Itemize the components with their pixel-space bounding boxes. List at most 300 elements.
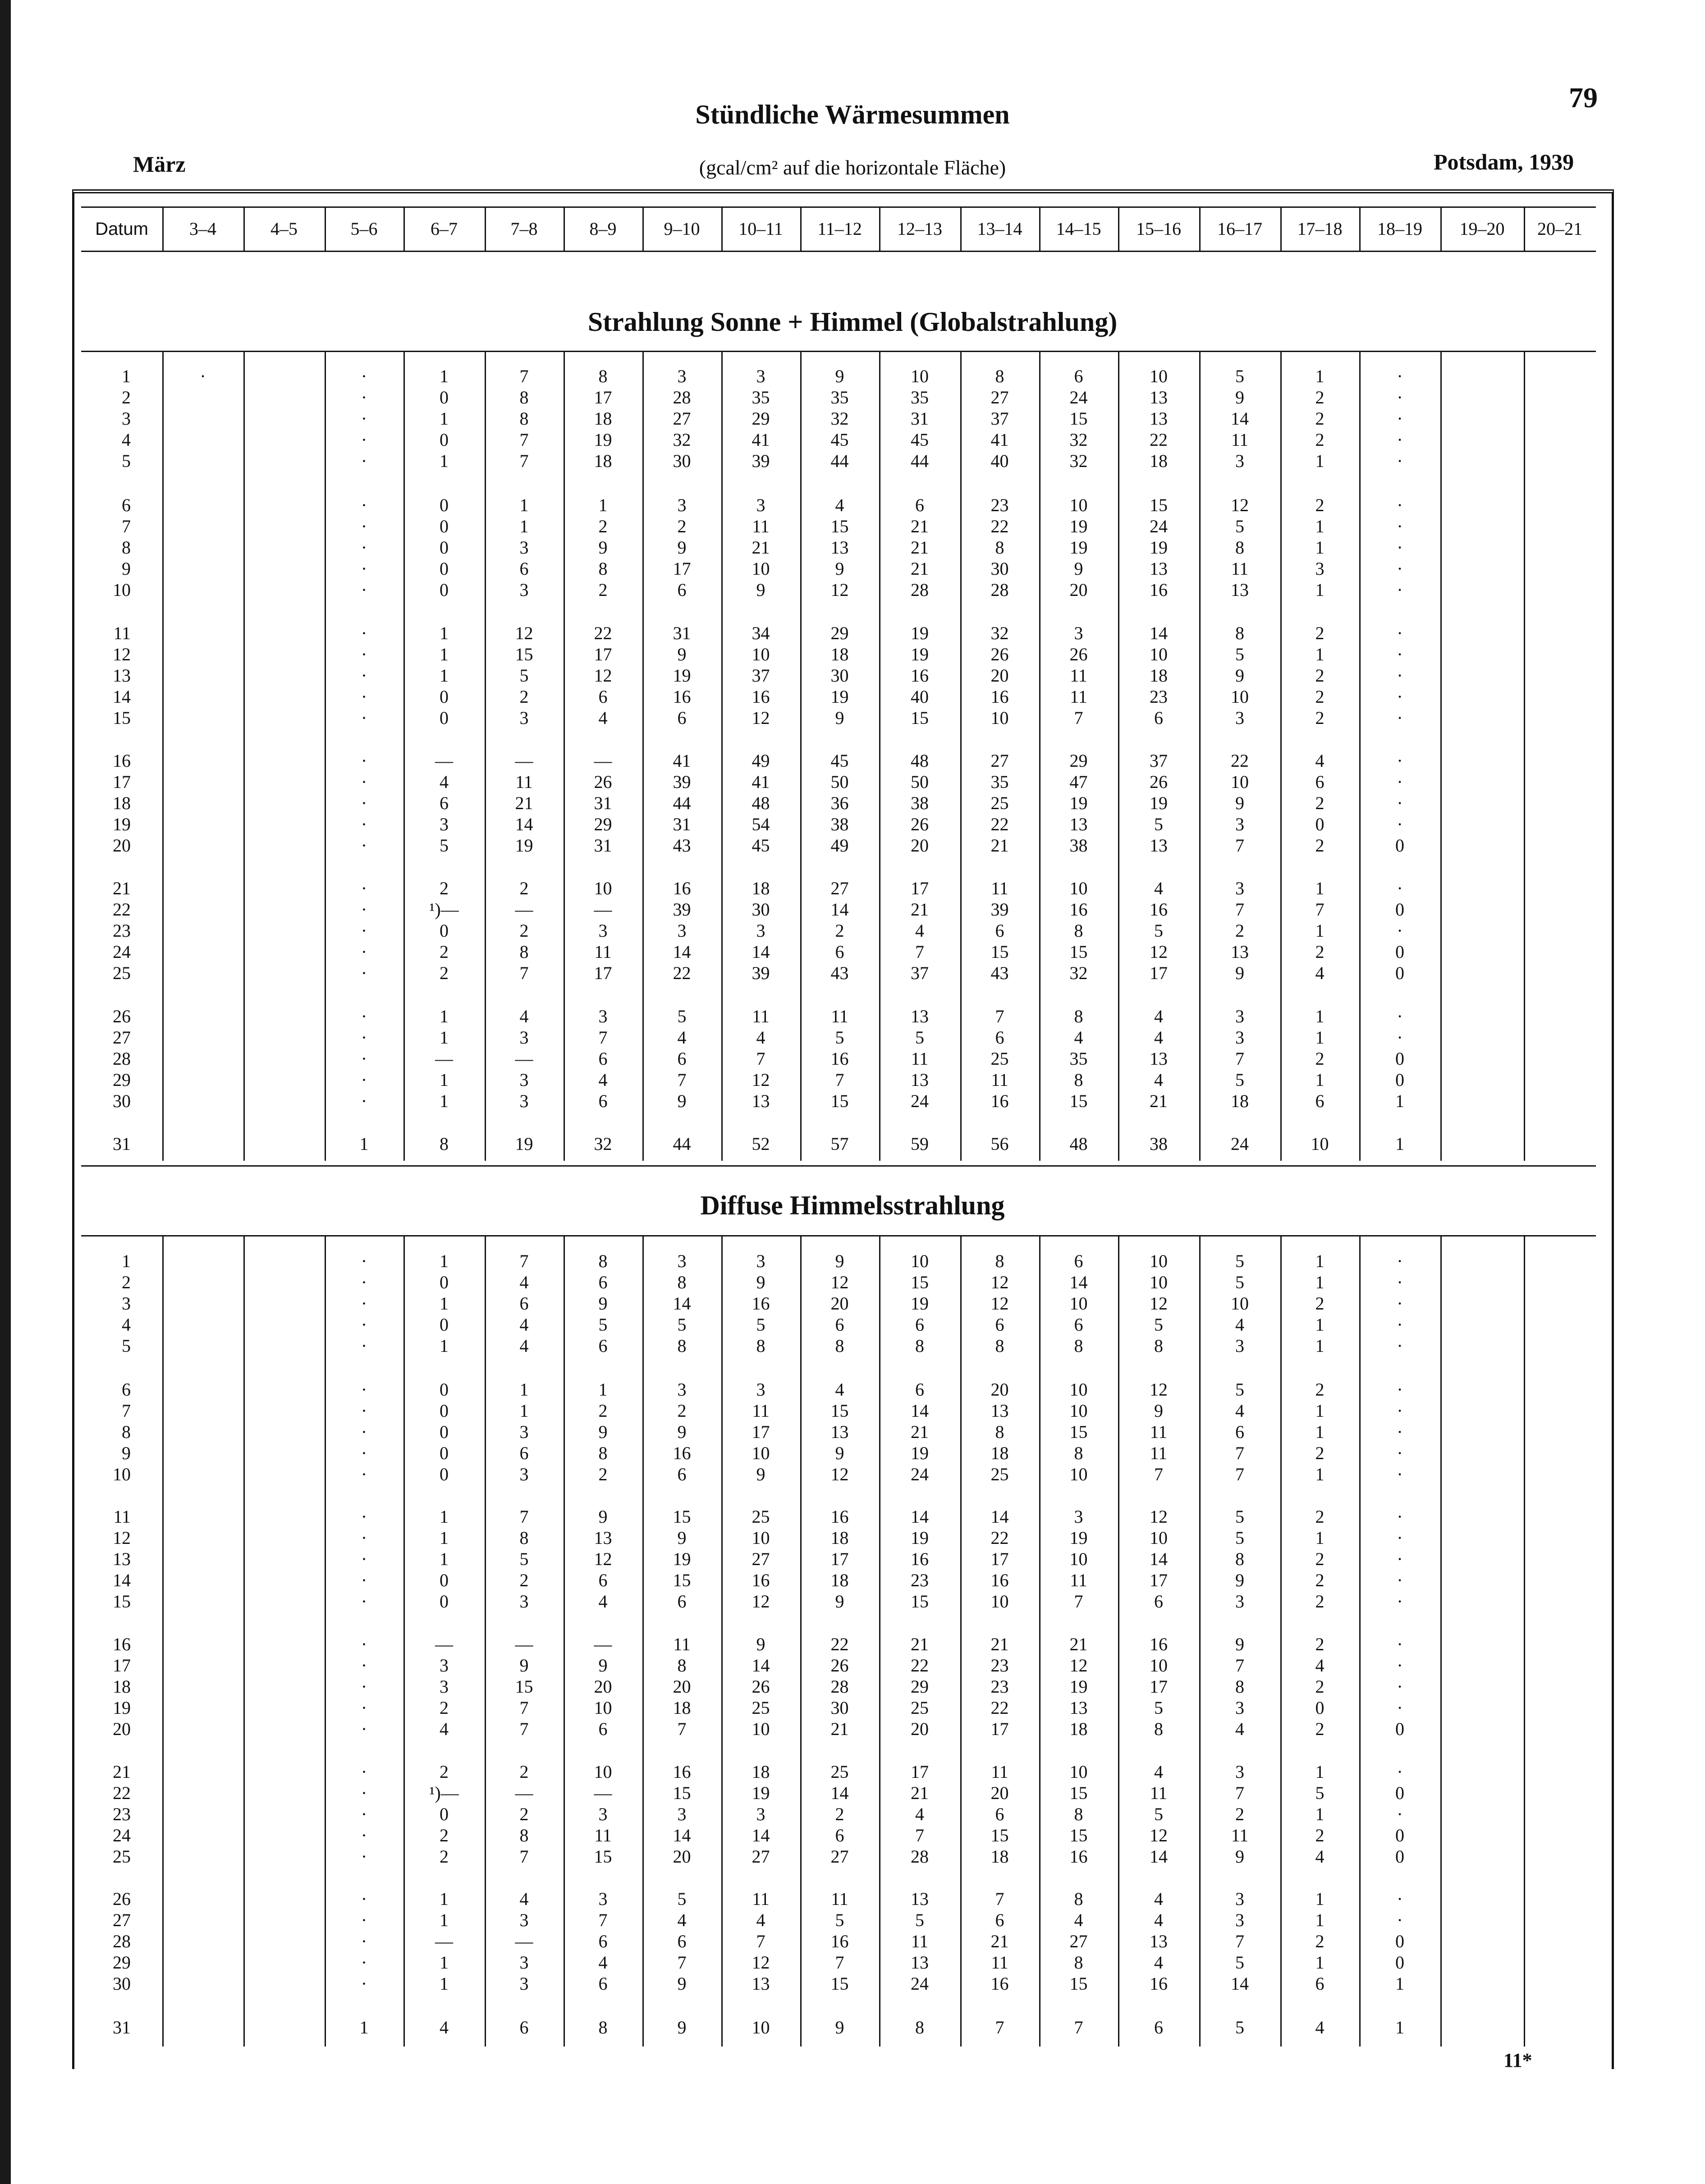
table-cell: 16 [1150, 899, 1168, 920]
table-cell: 15 [1069, 1973, 1088, 1994]
table-cell: 28 [830, 1676, 849, 1697]
table-cell: 8 [519, 1825, 529, 1845]
row-date: 28 [113, 1931, 131, 1951]
table-cell: 7 [519, 366, 529, 386]
table-cell: 27 [830, 1846, 849, 1867]
table-cell: 4 [440, 2017, 449, 2037]
table-cell: · [1397, 1676, 1403, 1697]
table-cell: 8 [1074, 920, 1083, 941]
table-cell: 1 [440, 644, 449, 664]
table-cell: · [361, 408, 367, 429]
table-cell: 21 [990, 1634, 1009, 1654]
table-cell: 9 [677, 1091, 687, 1111]
table-cell: · [1397, 1634, 1403, 1654]
table-cell: 1 [1315, 1336, 1325, 1356]
table-cell: 5 [1235, 1272, 1244, 1292]
table-cell: 4 [1074, 1910, 1083, 1930]
table-cell: · [361, 1006, 367, 1026]
table-cell: 35 [830, 387, 849, 407]
table-cell: 1 [1315, 366, 1325, 386]
table-cell: 11 [831, 1006, 848, 1026]
table-cell: · [361, 665, 367, 686]
table-cell: 4 [440, 1719, 449, 1739]
table-cell: · [361, 1825, 367, 1845]
table-cell: 3 [756, 920, 765, 941]
row-date: 17 [113, 1655, 131, 1676]
table-cell: 1 [1395, 1091, 1404, 1111]
table-cell: 10 [594, 1698, 612, 1718]
table-cell: 10 [1069, 1464, 1088, 1484]
table-cell: 19 [911, 1528, 929, 1548]
table-cell: · [1397, 687, 1403, 707]
table-cell: 39 [673, 772, 691, 792]
column-rule [1359, 351, 1361, 1161]
table-cell: 1 [440, 1027, 449, 1048]
table-cell: 16 [1069, 899, 1088, 920]
table-cell: 0 [440, 687, 449, 707]
table-cell: 6 [1315, 1973, 1325, 1994]
table-cell: 37 [990, 408, 1009, 429]
table-cell: 16 [752, 1570, 770, 1590]
table-cell: 9 [519, 1655, 529, 1676]
table-cell: 25 [990, 1464, 1009, 1484]
table-cell: 9 [756, 1634, 765, 1654]
row-date: 19 [113, 1698, 131, 1718]
table-cell: 1 [440, 1006, 449, 1026]
page-title: Stündliche Wärmesummen [695, 100, 1010, 129]
table-cell: 1 [1315, 1251, 1325, 1271]
table-cell: 22 [830, 1634, 849, 1654]
table-cell: 18 [830, 1570, 849, 1590]
row-date: 7 [122, 516, 131, 536]
table-cell: 0 [1395, 1719, 1404, 1739]
table-cell: · [1397, 814, 1403, 834]
table-cell: 1 [519, 1401, 529, 1421]
table-cell: 7 [1235, 899, 1244, 920]
table-cell: 6 [995, 1027, 1004, 1048]
table-cell: 17 [911, 1762, 929, 1782]
table-cell: 3 [519, 1464, 529, 1484]
table-cell: · [361, 1591, 367, 1612]
table-cell: 21 [515, 793, 533, 813]
table-cell: 11 [831, 1889, 848, 1909]
column-rule [1524, 351, 1525, 1161]
table-cell: 0 [440, 1804, 449, 1824]
table-cell: 9 [1235, 665, 1244, 686]
table-cell: 2 [1315, 1549, 1325, 1569]
table-cell: 16 [1150, 1634, 1168, 1654]
table-cell: — [515, 1634, 533, 1654]
table-cell: · [361, 1676, 367, 1697]
table-cell: 5 [756, 1314, 765, 1335]
table-cell: 15 [673, 1783, 691, 1803]
table-cell: · [1397, 537, 1403, 558]
table-cell: 2 [1235, 1804, 1244, 1824]
table-cell: 10 [594, 1762, 612, 1782]
table-cell: 5 [1235, 2017, 1244, 2037]
row-date: 10 [113, 1464, 131, 1484]
table-cell: 15 [911, 1591, 929, 1612]
table-cell: 8 [677, 1272, 687, 1292]
table-cell: 11 [991, 1952, 1008, 1973]
table-cell: 4 [1315, 751, 1325, 771]
table-cell: 29 [830, 623, 849, 643]
table-cell: 13 [1069, 814, 1088, 834]
table-cell: · [361, 1889, 367, 1909]
table-cell: 3 [677, 366, 687, 386]
column-header-hour: 14–15 [1056, 219, 1101, 239]
table-cell: 3 [756, 1804, 765, 1824]
table-cell: 10 [752, 2017, 770, 2037]
table-cell: 41 [752, 430, 770, 450]
table-cell: 10 [1231, 687, 1249, 707]
table-cell: · [1397, 516, 1403, 536]
table-cell: 15 [830, 516, 849, 536]
header-column-rule [162, 206, 164, 252]
table-cell: 2 [1315, 793, 1325, 813]
table-cell: 2 [1315, 687, 1325, 707]
table-cell: 10 [1069, 878, 1088, 898]
table-cell: · [361, 1655, 367, 1676]
table-cell: 39 [990, 899, 1009, 920]
table-cell: 1 [440, 1910, 449, 1930]
row-date: 12 [113, 644, 131, 664]
table-cell: 0 [440, 1272, 449, 1292]
table-cell: 14 [1150, 623, 1168, 643]
table-cell: 11 [1231, 430, 1249, 450]
table-cell: 14 [1150, 1846, 1168, 1867]
column-header-hour: 17–18 [1297, 219, 1343, 239]
table-cell: 7 [1235, 1931, 1244, 1951]
column-header-hour: 3–4 [189, 219, 216, 239]
table-cell: 1 [1315, 451, 1325, 471]
table-cell: 8 [598, 559, 608, 579]
table-cell: 14 [830, 899, 849, 920]
table-cell: 2 [519, 920, 529, 941]
table-cell: 7 [519, 1719, 529, 1739]
table-cell: 11 [991, 1762, 1008, 1782]
row-date: 25 [113, 963, 131, 983]
row-date: 22 [113, 899, 131, 920]
table-cell: 5 [1235, 1952, 1244, 1973]
table-cell: · [361, 835, 367, 856]
table-cell: 2 [440, 878, 449, 898]
table-cell: 6 [915, 1379, 924, 1400]
table-cell: 6 [1074, 366, 1083, 386]
table-cell: 22 [990, 814, 1009, 834]
table-cell: 17 [1150, 1676, 1168, 1697]
table-cell: 38 [1069, 835, 1088, 856]
column-header-hour: 16–17 [1217, 219, 1262, 239]
table-cell: 14 [752, 942, 770, 962]
table-cell: 1 [1315, 1006, 1325, 1026]
column-header-hour: 15–16 [1136, 219, 1181, 239]
table-cell: 8 [598, 1251, 608, 1271]
table-cell: 11 [673, 1634, 691, 1654]
table-cell: 22 [911, 1655, 929, 1676]
table-cell: 11 [1231, 1825, 1249, 1845]
table-cell: · [361, 1804, 367, 1824]
row-date: 21 [113, 1762, 131, 1782]
table-cell: · [361, 1049, 367, 1069]
table-cell: 3 [519, 1422, 529, 1442]
table-cell: · [1397, 1272, 1403, 1292]
table-cell: 8 [1235, 1549, 1244, 1569]
table-cell: · [361, 920, 367, 941]
table-cell: 3 [519, 1027, 529, 1048]
table-cell: · [1397, 708, 1403, 728]
table-cell: 10 [1069, 1379, 1088, 1400]
table-cell: 1 [1315, 878, 1325, 898]
table-cell: 15 [830, 1401, 849, 1421]
table-cell: 8 [995, 366, 1004, 386]
table-cell: 10 [1311, 1134, 1329, 1154]
table-cell: 12 [1150, 1825, 1168, 1845]
table-cell: 54 [752, 814, 770, 834]
table-cell: 0 [440, 580, 449, 600]
table-cell: 2 [440, 1762, 449, 1782]
table-cell: 1 [1315, 580, 1325, 600]
row-date: 25 [113, 1846, 131, 1867]
column-header-hour: 4–5 [270, 219, 298, 239]
table-cell: 8 [519, 387, 529, 407]
row-date: 2 [122, 1272, 131, 1292]
table-cell: 18 [830, 644, 849, 664]
row-date: 16 [113, 751, 131, 771]
table-cell: 9 [598, 1655, 608, 1676]
table-cell: 18 [990, 1846, 1009, 1867]
table-cell: 2 [519, 1762, 529, 1782]
row-date: 28 [113, 1049, 131, 1069]
table-cell: 3 [1235, 451, 1244, 471]
table-cell: 2 [1315, 1591, 1325, 1612]
column-header-hour: 13–14 [977, 219, 1022, 239]
table-cell: 30 [752, 899, 770, 920]
table-cell: · [361, 1719, 367, 1739]
station-label: Potsdam, 1939 [1434, 149, 1574, 174]
table-cell: 12 [1231, 495, 1249, 515]
table-cell: 32 [990, 623, 1009, 643]
table-cell: 3 [1235, 1698, 1244, 1718]
table-cell: 7 [1154, 1464, 1163, 1484]
table-cell: 10 [1150, 1655, 1168, 1676]
table-cell: · [361, 1698, 367, 1718]
table-cell: 0 [1395, 1783, 1404, 1803]
table-cell: 14 [990, 1506, 1009, 1527]
table-cell: 1 [440, 623, 449, 643]
table-cell: 4 [835, 495, 844, 515]
column-rule [1199, 351, 1201, 1161]
table-cell: 19 [594, 430, 612, 450]
table-cell: 20 [830, 1293, 849, 1314]
table-cell: · [361, 1910, 367, 1930]
table-cell: 20 [1069, 580, 1088, 600]
table-cell: 10 [1150, 366, 1168, 386]
table-cell: 2 [1315, 835, 1325, 856]
table-cell: 1 [359, 2017, 369, 2037]
table-cell: 10 [752, 559, 770, 579]
header-column-rule [1524, 206, 1525, 252]
column-rule [1118, 351, 1119, 1161]
table-cell: 2 [519, 878, 529, 898]
table-cell: 9 [835, 1443, 844, 1463]
table-cell: 17 [673, 559, 691, 579]
table-cell: 9 [677, 2017, 687, 2037]
table-cell: 19 [1069, 1528, 1088, 1548]
table-cell: 9 [835, 559, 844, 579]
table-cell: 0 [1395, 963, 1404, 983]
table-cell: 7 [598, 1027, 608, 1048]
table-cell: 9 [1235, 387, 1244, 407]
table-cell: 7 [677, 1070, 687, 1090]
table-cell: 4 [598, 1070, 608, 1090]
table-cell: 9 [677, 1422, 687, 1442]
table-cell: 6 [519, 1293, 529, 1314]
month-label: März [133, 151, 186, 177]
table-cell: 8 [756, 1336, 765, 1356]
table-cell: · [361, 942, 367, 962]
table-cell: 8 [519, 1528, 529, 1548]
column-rule [1199, 1235, 1201, 2047]
table-cell: · [1397, 1251, 1403, 1271]
table-cell: 48 [752, 793, 770, 813]
table-cell: 31 [911, 408, 929, 429]
table-cell: 27 [1069, 1931, 1088, 1951]
table-cell: 35 [990, 772, 1009, 792]
table-cell: 6 [677, 708, 687, 728]
table-cell: · [361, 1091, 367, 1111]
table-cell: · [361, 1528, 367, 1548]
table-cell: 19 [515, 1134, 533, 1154]
header-column-rule [642, 206, 644, 252]
table-cell: 56 [990, 1134, 1009, 1154]
table-cell: 16 [830, 1506, 849, 1527]
row-date: 6 [122, 1379, 131, 1400]
table-cell: 6 [598, 1973, 608, 1994]
table-cell: 1 [440, 1070, 449, 1090]
table-cell: 11 [752, 1006, 770, 1026]
table-cell: · [361, 1314, 367, 1335]
table-cell: 7 [677, 1952, 687, 1973]
table-cell: — [594, 899, 612, 920]
table-cell: 8 [1074, 1336, 1083, 1356]
header-column-rule [485, 206, 486, 252]
table-cell: 17 [1150, 963, 1168, 983]
table-cell: 27 [673, 408, 691, 429]
table-cell: 0 [1315, 814, 1325, 834]
table-cell: 1 [598, 1379, 608, 1400]
table-cell: 23 [911, 1570, 929, 1590]
table-cell: 13 [1150, 559, 1168, 579]
row-date: 31 [113, 2017, 131, 2037]
table-cell: 6 [915, 1314, 924, 1335]
table-cell: 5 [835, 1910, 844, 1930]
table-cell: 1 [1315, 920, 1325, 941]
table-cell: 15 [1069, 1091, 1088, 1111]
table-cell: 17 [1150, 1570, 1168, 1590]
row-date: 10 [113, 580, 131, 600]
table-cell: 18 [752, 878, 770, 898]
table-cell: 6 [677, 580, 687, 600]
table-cell: 8 [677, 1336, 687, 1356]
table-cell: 5 [677, 1314, 687, 1335]
table-cell: 10 [594, 878, 612, 898]
table-cell: 15 [990, 942, 1009, 962]
table-cell: 27 [990, 387, 1009, 407]
table-cell: 28 [911, 1846, 929, 1867]
column-rule [403, 351, 405, 1161]
table-cell: 2 [1315, 430, 1325, 450]
table-cell: 1 [440, 1952, 449, 1973]
column-header-hour: 9–10 [664, 219, 700, 239]
table-cell: 2 [1315, 408, 1325, 429]
table-cell: 10 [752, 1719, 770, 1739]
table-cell: 1 [1315, 1272, 1325, 1292]
table-cell: 12 [1150, 942, 1168, 962]
table-cell: 6 [598, 1091, 608, 1111]
table-cell: 2 [1315, 1634, 1325, 1654]
table-cell: 7 [995, 2017, 1004, 2037]
table-cell: · [1397, 1591, 1403, 1612]
table-cell: · [361, 580, 367, 600]
row-date: 24 [113, 1825, 131, 1845]
row-date: 20 [113, 835, 131, 856]
table-cell: 6 [995, 1314, 1004, 1335]
table-cell: 16 [911, 1549, 929, 1569]
table-cell: 25 [990, 793, 1009, 813]
table-cell: 3 [1074, 1506, 1083, 1527]
table-cell: 5 [519, 1549, 529, 1569]
table-cell: 48 [911, 751, 929, 771]
table-cell: · [1397, 430, 1403, 450]
row-date: 23 [113, 1804, 131, 1824]
table-cell: 11 [752, 516, 770, 536]
table-cell: 5 [1235, 1506, 1244, 1527]
table-cell: · [1397, 1506, 1403, 1527]
table-cell: 37 [911, 963, 929, 983]
table-cell: 1 [440, 1336, 449, 1356]
table-cell: 13 [911, 1006, 929, 1026]
table-cell: 12 [1150, 1506, 1168, 1527]
header-column-rule [564, 206, 565, 252]
table-cell: 13 [990, 1401, 1009, 1421]
table-cell: 11 [1150, 1443, 1168, 1463]
table-cell: 25 [911, 1698, 929, 1718]
table-cell: 4 [519, 1006, 529, 1026]
table-cell: 7 [519, 1846, 529, 1867]
table-cell: — [435, 1634, 453, 1654]
table-cell: 48 [1069, 1134, 1088, 1154]
column-rule [1440, 351, 1442, 1161]
table-cell: 1 [440, 408, 449, 429]
table-cell: 8 [995, 1251, 1004, 1271]
table-cell: 3 [1235, 1591, 1244, 1612]
table-cell: 5 [1154, 1804, 1163, 1824]
table-cell: 14 [673, 1825, 691, 1845]
table-cell: 9 [835, 708, 844, 728]
table-cell: 0 [440, 495, 449, 515]
table-cell: · [1397, 1804, 1403, 1824]
table-cell: 21 [990, 835, 1009, 856]
table-cell: 27 [830, 878, 849, 898]
table-cell: · [361, 1401, 367, 1421]
table-cell: 21 [830, 1719, 849, 1739]
table-cell: 25 [752, 1698, 770, 1718]
table-cell: 4 [1315, 1846, 1325, 1867]
table-cell: 2 [677, 1401, 687, 1421]
table-cell: 1 [1315, 1070, 1325, 1090]
table-cell: 20 [990, 665, 1009, 686]
